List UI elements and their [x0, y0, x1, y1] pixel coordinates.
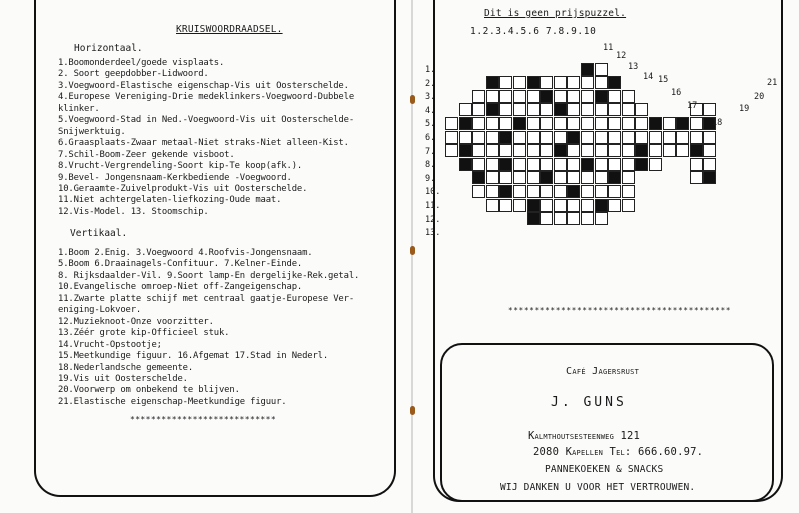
column-number: 12 [616, 51, 627, 61]
white-cell [513, 103, 526, 116]
black-cell [608, 171, 621, 184]
white-cell [472, 131, 485, 144]
white-cell [567, 90, 580, 103]
white-cell [595, 103, 608, 116]
white-cell [622, 90, 635, 103]
white-cell [499, 90, 512, 103]
white-cell [513, 158, 526, 171]
white-cell [595, 63, 608, 76]
black-cell [472, 171, 485, 184]
white-cell [608, 144, 621, 157]
white-cell [608, 103, 621, 116]
black-cell [595, 90, 608, 103]
black-cell [676, 117, 689, 130]
row-number: 13. [425, 228, 441, 239]
white-cell [595, 144, 608, 157]
white-cell [472, 90, 485, 103]
white-cell [540, 199, 553, 212]
white-cell [608, 158, 621, 171]
white-cell [690, 117, 703, 130]
white-cell [554, 76, 567, 89]
white-cell [540, 185, 553, 198]
row-number: 7. [425, 146, 436, 157]
white-cell [595, 171, 608, 184]
clue-line: 3.Voegwoord-Elastische eigenschap-Vis uit Oosterschelde. [58, 80, 349, 91]
black-cell [459, 144, 472, 157]
column-number: 18 [712, 118, 723, 128]
white-cell [608, 117, 621, 130]
black-cell [527, 76, 540, 89]
row-number: 2. [425, 78, 436, 89]
left-star-divider: **************************** [130, 415, 277, 424]
white-cell [581, 90, 594, 103]
white-cell [690, 131, 703, 144]
white-cell [554, 158, 567, 171]
white-cell [513, 199, 526, 212]
black-cell [527, 199, 540, 212]
white-cell [472, 158, 485, 171]
clue-line: 11.Niet achtergelaten-liefkozing-Oude maat. [58, 195, 282, 206]
ad-owner-name: J. GUNS [551, 395, 627, 410]
black-cell [567, 185, 580, 198]
black-cell [486, 76, 499, 89]
white-cell [527, 131, 540, 144]
clue-line: 12.Vis-Model. 13. Stoomschip. [58, 206, 209, 217]
vertical-heading: Vertikaal. [70, 228, 128, 239]
clue-line: 2. Soort geepdobber-Lidwoord. [58, 69, 209, 80]
black-cell [581, 63, 594, 76]
white-cell [540, 144, 553, 157]
white-cell [472, 117, 485, 130]
column-number: 16 [671, 88, 682, 98]
white-cell [540, 76, 553, 89]
white-cell [567, 103, 580, 116]
white-cell [635, 131, 648, 144]
white-cell [581, 131, 594, 144]
white-cell [663, 117, 676, 130]
binding-mark [410, 246, 415, 255]
white-cell [622, 131, 635, 144]
column-number: 20 [754, 92, 765, 102]
white-cell [581, 171, 594, 184]
row-number: 9. [425, 173, 436, 184]
black-cell [527, 212, 540, 225]
right-star-divider: ****************************************** [508, 306, 732, 315]
white-cell [513, 90, 526, 103]
column-number-header: 1.2.3.4.5.6 7.8.9.10 [470, 26, 597, 37]
white-cell [595, 117, 608, 130]
white-cell [567, 199, 580, 212]
ad-tagline: PANNEKOEKEN & SNACKS [545, 464, 664, 475]
white-cell [567, 117, 580, 130]
white-cell [567, 76, 580, 89]
white-cell [459, 131, 472, 144]
black-cell [554, 103, 567, 116]
clue-line: 1.Boomonderdeel/goede visplaats. [58, 58, 225, 68]
white-cell [690, 171, 703, 184]
white-cell [527, 171, 540, 184]
clue-line: 20.Voorwerp om onbekend te blijven. [58, 385, 240, 396]
white-cell [459, 103, 472, 116]
row-number: 8. [425, 160, 436, 171]
white-cell [608, 131, 621, 144]
ad-thanks: WIJ DANKEN U VOOR HET VERTROUWEN. [500, 482, 696, 493]
white-cell [445, 131, 458, 144]
right-title: Dit is geen prijspuzzel. [484, 8, 627, 19]
white-cell [703, 144, 716, 157]
black-cell [486, 103, 499, 116]
white-cell [499, 103, 512, 116]
white-cell [486, 185, 499, 198]
white-cell [486, 199, 499, 212]
black-cell [595, 199, 608, 212]
white-cell [567, 171, 580, 184]
white-cell [527, 185, 540, 198]
white-cell [581, 212, 594, 225]
white-cell [486, 171, 499, 184]
white-cell [554, 117, 567, 130]
white-cell [540, 117, 553, 130]
black-cell [513, 117, 526, 130]
white-cell [663, 144, 676, 157]
white-cell [554, 90, 567, 103]
ad-city-phone: 2080 Kapellen Tel: 666.60.97. [533, 446, 704, 458]
white-cell [540, 158, 553, 171]
white-cell [676, 144, 689, 157]
white-cell [567, 158, 580, 171]
white-cell [622, 158, 635, 171]
black-cell [459, 158, 472, 171]
white-cell [513, 144, 526, 157]
row-number: 4. [425, 105, 436, 116]
white-cell [486, 131, 499, 144]
white-cell [608, 90, 621, 103]
black-cell [581, 158, 594, 171]
white-cell [595, 158, 608, 171]
white-cell [540, 212, 553, 225]
clue-line: 21.Elastische eigenschap-Meetkundige figuur. [58, 396, 287, 407]
white-cell [703, 103, 716, 116]
white-cell [567, 144, 580, 157]
black-cell [499, 158, 512, 171]
white-cell [486, 158, 499, 171]
white-cell [540, 131, 553, 144]
white-cell [554, 212, 567, 225]
white-cell [499, 76, 512, 89]
white-cell [581, 117, 594, 130]
white-cell [472, 185, 485, 198]
clue-line: Snijwerktuig. [58, 126, 126, 137]
white-cell [527, 90, 540, 103]
black-cell [703, 171, 716, 184]
white-cell [608, 185, 621, 198]
puzzle-title: KRUISWOORDRAADSEL. [176, 24, 283, 35]
white-cell [622, 117, 635, 130]
white-cell [635, 117, 648, 130]
white-cell [472, 144, 485, 157]
ad-street: Kalmthoutsesteenweg 121 [528, 430, 641, 442]
row-number: 11. [425, 201, 441, 211]
white-cell [622, 199, 635, 212]
white-cell [622, 185, 635, 198]
white-cell [527, 117, 540, 130]
white-cell [445, 117, 458, 130]
white-cell [635, 103, 648, 116]
clue-line: 14.Vrucht-Opstootje; [58, 339, 162, 350]
white-cell [581, 144, 594, 157]
column-number: 13 [628, 62, 639, 72]
clue-line: 10.Geraamte-Zuivelprodukt-Vis uit Oosterschelde. [58, 183, 308, 194]
clue-line: 18.Nederlandsche gemeente. [58, 362, 194, 373]
column-number: 21 [767, 78, 778, 88]
white-cell [527, 158, 540, 171]
white-cell [581, 199, 594, 212]
white-cell [622, 144, 635, 157]
clue-line: klinker. [58, 103, 100, 114]
white-cell [554, 185, 567, 198]
row-number: 1. [425, 65, 436, 75]
white-cell [513, 76, 526, 89]
clue-line: 8.Vrucht-Vergrendeling-Soort kip-Te koop(afk.). [58, 161, 303, 172]
black-cell [540, 171, 553, 184]
row-number: 3. [425, 92, 436, 103]
white-cell [486, 144, 499, 157]
white-cell [595, 131, 608, 144]
black-cell [635, 158, 648, 171]
white-cell [472, 103, 485, 116]
white-cell [581, 185, 594, 198]
white-cell [499, 117, 512, 130]
row-number: 10. [425, 187, 441, 198]
clue-line: 1.Boom 2.Enig. 3.Voegwoord 4.Roofvis-Jongensnaam. [58, 248, 313, 258]
page-spine [411, 0, 413, 513]
white-cell [703, 158, 716, 171]
white-cell [486, 90, 499, 103]
column-number: 14 [643, 72, 654, 82]
black-cell [459, 117, 472, 130]
black-cell [567, 131, 580, 144]
clue-line: 5.Boom 6.Draainagels-Confituur. 7.Kelner-Einde. [58, 259, 303, 270]
white-cell [513, 185, 526, 198]
white-cell [649, 158, 662, 171]
binding-mark [410, 95, 415, 104]
white-cell [595, 185, 608, 198]
white-cell [499, 199, 512, 212]
black-cell [540, 90, 553, 103]
black-cell [649, 117, 662, 130]
white-cell [513, 131, 526, 144]
white-cell [622, 103, 635, 116]
white-cell [513, 171, 526, 184]
white-cell [499, 144, 512, 157]
clue-line: 15.Meetkundige figuur. 16.Afgemat 17.Stad in Nederl. [58, 351, 329, 362]
white-cell [554, 131, 567, 144]
column-number: 15 [658, 75, 669, 85]
white-cell [527, 144, 540, 157]
clue-line: 8. Rijksdaalder-Vil. 9.Soort lamp-En dergelijke-Rek.getal. [58, 270, 360, 281]
white-cell [608, 199, 621, 212]
black-cell [608, 76, 621, 89]
white-cell [581, 76, 594, 89]
black-cell [499, 131, 512, 144]
white-cell [649, 144, 662, 157]
white-cell [499, 171, 512, 184]
clue-line: 5.Voegwoord-Stad in Ned.-Voegwoord-Vis uit Oosterschelde- [58, 115, 355, 126]
white-cell [595, 76, 608, 89]
row-number: 12. [425, 214, 441, 225]
white-cell [567, 212, 580, 225]
white-cell [540, 103, 553, 116]
black-cell [635, 144, 648, 157]
ad-cafe-name: Café Jagersrust [566, 366, 640, 377]
white-cell [649, 131, 662, 144]
clue-line: 19.Vis uit Oosterschelde. [58, 373, 188, 384]
white-cell [595, 212, 608, 225]
white-cell [527, 103, 540, 116]
white-cell [581, 103, 594, 116]
clue-line: eniging-Lokvoer. [58, 305, 142, 316]
white-cell [703, 131, 716, 144]
row-number: 6. [425, 133, 436, 143]
white-cell [676, 131, 689, 144]
white-cell [486, 117, 499, 130]
column-number: 11 [603, 43, 614, 53]
white-cell [663, 131, 676, 144]
clue-line: 10.Evangelische omroep-Niet off-Zangeigenschap. [58, 282, 303, 293]
white-cell [622, 171, 635, 184]
white-cell [445, 144, 458, 157]
white-cell [690, 158, 703, 171]
binding-mark [410, 406, 415, 415]
clue-line: 7.Schil-Boom-Zeer gekende visboot. [58, 149, 235, 160]
clue-line: 6.Graasplaats-Zwaar metaal-Niet straks-Niet alleen-Kist. [58, 138, 349, 149]
horizontal-heading: Horizontaal. [74, 43, 143, 54]
clue-line: 13.Zéér grote kip-Officieel stuk. [58, 328, 230, 339]
column-number: 19 [739, 104, 750, 114]
row-number: 5. [425, 119, 436, 130]
column-number: 17 [687, 101, 698, 111]
white-cell [554, 171, 567, 184]
white-cell [554, 199, 567, 212]
clue-line: 4.Europese Vereniging-Drie medeklinkers-Voegwoord-Dubbele [58, 92, 355, 103]
clue-line: 9.Bevel- Jongensnaam-Kerkbediende -Voegwoord. [58, 172, 292, 183]
black-cell [554, 144, 567, 157]
black-cell [690, 144, 703, 157]
black-cell [499, 185, 512, 198]
clue-line: 12.Muzieknoot-Onze voorzitter. [58, 316, 214, 327]
clue-line: 11.Zwarte platte schijf met centraal gaatje-Europese Ver- [58, 293, 355, 304]
